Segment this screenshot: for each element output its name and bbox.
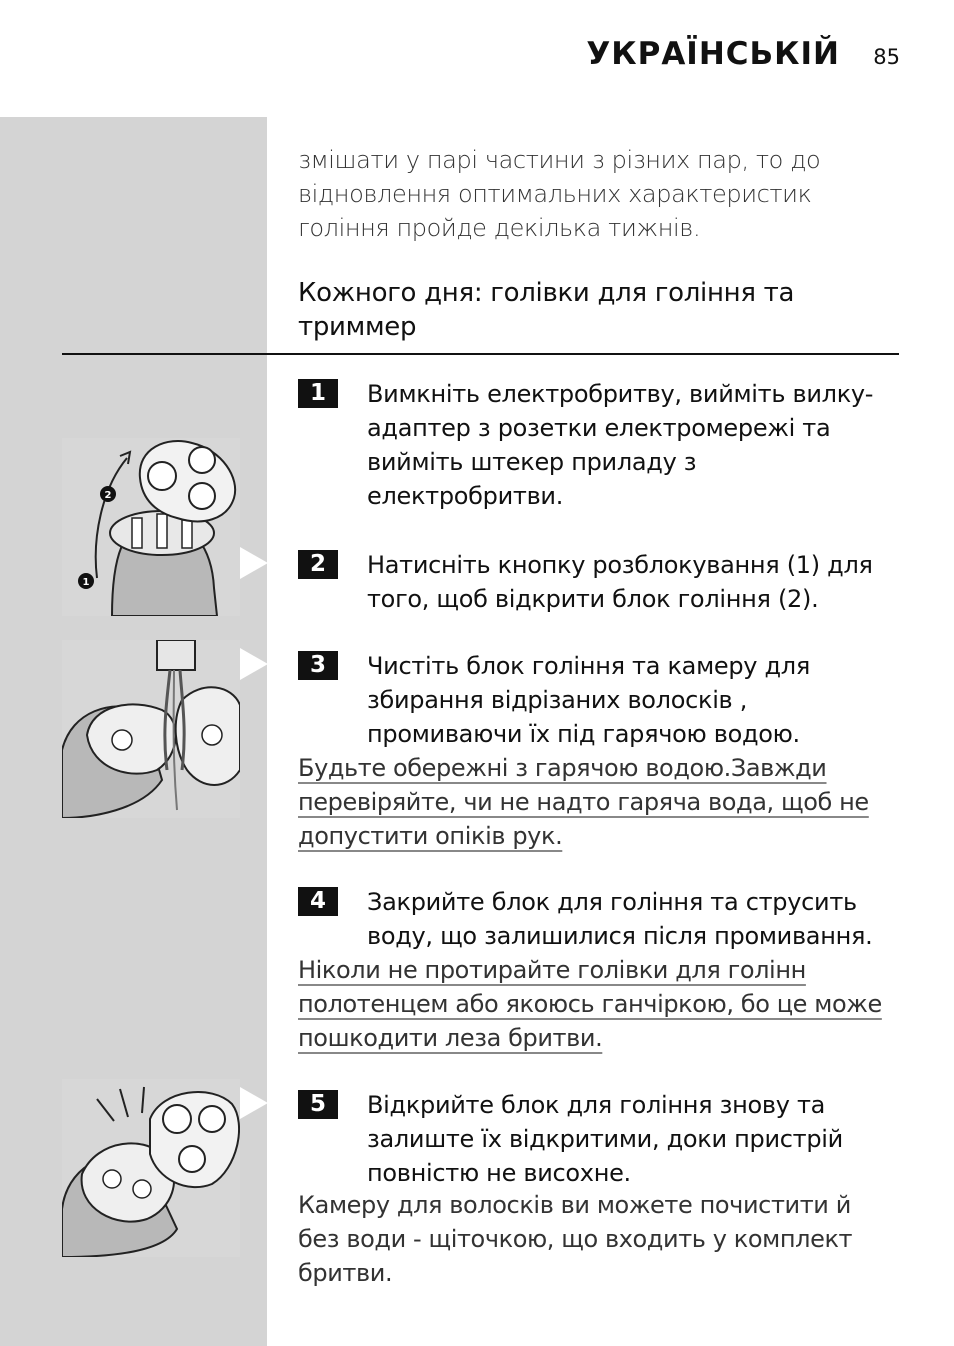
figure-callout-2: 2 <box>104 490 112 501</box>
section-divider <box>62 353 899 355</box>
figure-pointer <box>240 1087 268 1119</box>
step-number-badge: 3 <box>298 651 338 680</box>
step-line: збирання відрізаних волосків , <box>367 686 748 714</box>
warning-line: допустити опіків рук. <box>298 822 563 850</box>
intro-paragraph <box>298 143 898 245</box>
section-heading-line: Кожного дня: голівки для гоління та <box>298 278 795 308</box>
figure-pointer <box>240 547 268 579</box>
illustration-rinse-under-tap <box>62 640 240 818</box>
warning-line: пошкодити леза бритви. <box>298 1024 603 1052</box>
step-line: воду, що залишилися після промивання. <box>367 922 873 950</box>
section-heading <box>298 276 898 344</box>
step-5-text <box>367 1088 907 1190</box>
step-line: того, щоб відкрити блок гоління (2). <box>367 585 819 613</box>
page-header-title: УКРАЇНСЬКІЙ <box>586 36 840 72</box>
intro-line: відновлення оптимальних характеристик <box>298 180 812 208</box>
illustration-open-to-dry <box>62 1079 240 1257</box>
step-line: Закрийте блок для гоління та струсить <box>367 888 857 916</box>
step-line: Відкрийте блок для гоління знову та <box>367 1091 826 1119</box>
step-line: залиште їх відкритими, доки пристрій <box>367 1125 843 1153</box>
step-line: Вимкніть електробритву, вийміть вилку- <box>367 380 874 408</box>
step-line: повністю не висохне. <box>367 1159 631 1187</box>
warning-line: Ніколи не протирайте голівки для голінн <box>298 956 806 984</box>
figure-callout-1: 1 <box>82 577 90 588</box>
tip-line: без води - щіточкою, що входить у комплект <box>298 1225 853 1253</box>
step-line: електробритви. <box>367 482 564 510</box>
step-3-warning <box>298 751 908 853</box>
step-4-text <box>367 885 907 953</box>
illustration-open-shaving-unit <box>62 438 240 616</box>
step-2-text <box>367 548 907 616</box>
step-5-tip <box>298 1188 908 1290</box>
step-line: вийміть штекер приладу з <box>367 448 697 476</box>
step-4-warning <box>298 953 908 1055</box>
figure-pointer <box>240 648 268 680</box>
page-number: 85 <box>873 45 900 69</box>
intro-line: гоління пройде декілька тижнів. <box>298 214 701 242</box>
step-line: промиваючи їх під гарячою водою. <box>367 720 800 748</box>
warning-line: перевіряйте, чи не надто гаряча вода, щоб не <box>298 788 869 816</box>
step-number-badge: 2 <box>298 550 338 579</box>
step-line: адаптер з розетки електромережі та <box>367 414 831 442</box>
tip-line: Камеру для волосків ви можете почистити й <box>298 1191 851 1219</box>
step-line: Чистіть блок гоління та камеру для <box>367 652 810 680</box>
step-number-badge: 1 <box>298 379 338 408</box>
section-heading-line: триммер <box>298 312 417 342</box>
intro-line: змішати у парі частини з різних пар, то до <box>298 146 821 174</box>
step-number-badge: 4 <box>298 887 338 916</box>
warning-line: Будьте обережні з гарячою водою.Завжди <box>298 754 827 782</box>
step-3-text <box>367 649 907 751</box>
step-1-text <box>367 377 907 513</box>
step-number-badge: 5 <box>298 1090 338 1119</box>
step-line: Натисніть кнопку розблокування (1) для <box>367 551 873 579</box>
warning-line: полотенцем або якоюсь ганчіркою, бо це може <box>298 990 882 1018</box>
tip-line: бритви. <box>298 1259 393 1287</box>
